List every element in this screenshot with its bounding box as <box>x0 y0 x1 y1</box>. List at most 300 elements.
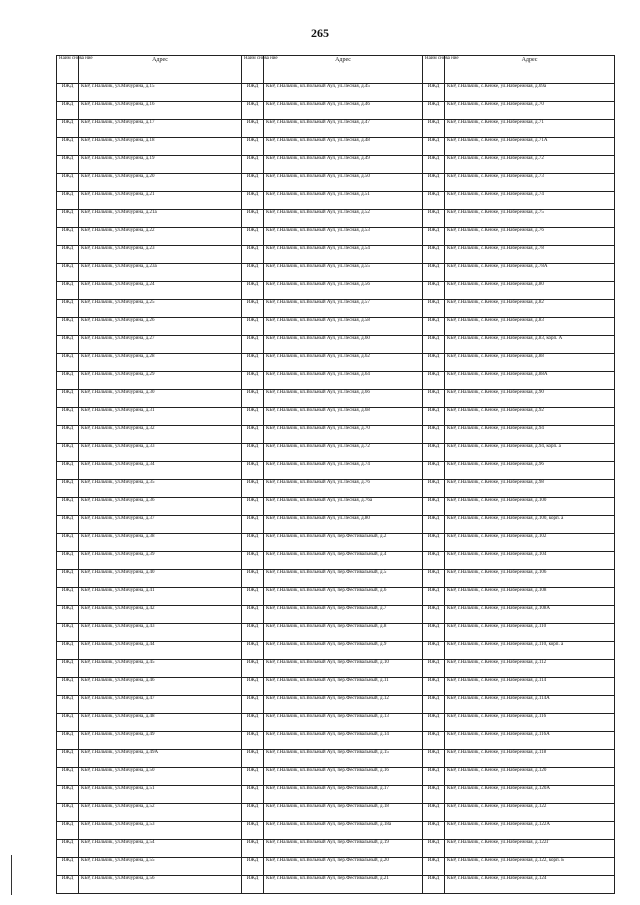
address-cell: КБР, г.Нальчик, ул.Мичурина, д.21а <box>79 210 242 228</box>
type-cell: ИЖД <box>423 102 445 120</box>
address-register-table <box>56 55 615 894</box>
address-cell: КБР, г.Нальчик, ул.Мичурина, д.22 <box>79 228 242 246</box>
type-cell: ИЖД <box>242 750 264 768</box>
type-cell: ИЖД <box>242 678 264 696</box>
table-row <box>57 534 615 552</box>
address-cell: КБР, г.Нальчик, с.Кенже, ул.Набережная, д.108 <box>445 588 615 606</box>
address-cell: КБР, г.Нальчик, с.Кенже, ул.Набережная, д.88А <box>445 372 615 390</box>
type-cell: ИЖД <box>242 300 264 318</box>
table-row <box>57 426 615 444</box>
address-cell: КБР, г.Нальчик, с.Кенже, ул.Набережная, д.120 <box>445 768 615 786</box>
type-cell: ИЖД <box>242 696 264 714</box>
type-cell: ИЖД <box>57 534 79 552</box>
table-row <box>57 642 615 660</box>
address-cell: КБР, г.Нальчик, ул.Мичурина, д.39 <box>79 552 242 570</box>
table-row <box>57 264 615 282</box>
type-cell: ИЖД <box>57 228 79 246</box>
type-cell: ИЖД <box>242 120 264 138</box>
type-cell: ИЖД <box>423 120 445 138</box>
address-cell: КБР, г.Нальчик, кп.Вольный Аул, пер.Фестивальный, д.18а <box>264 822 423 840</box>
table-row <box>57 822 615 840</box>
address-cell: КБР, г.Нальчик, с.Кенже, ул.Набережная, д.94 <box>445 426 615 444</box>
type-cell: ИЖД <box>242 786 264 804</box>
type-cell: ИЖД <box>57 462 79 480</box>
address-cell: КБР, г.Нальчик, ул.Мичурина, д.47 <box>79 696 242 714</box>
address-cell: КБР, г.Нальчик, кп.Вольный Аул, ул.Лесная, д.51 <box>264 192 423 210</box>
table-row <box>57 336 615 354</box>
type-cell: ИЖД <box>57 552 79 570</box>
type-cell: ИЖД <box>57 120 79 138</box>
address-cell: КБР, г.Нальчик, ул.Мичурина, д.44 <box>79 642 242 660</box>
type-cell: ИЖД <box>423 444 445 462</box>
type-cell: ИЖД <box>57 570 79 588</box>
address-cell: КБР, г.Нальчик, с.Кенже, ул.Набережная, д.96 <box>445 462 615 480</box>
address-cell: КБР, г.Нальчик, кп.Вольный Аул, пер.Фестивальный, д.2 <box>264 534 423 552</box>
address-cell: КБР, г.Нальчик, кп.Вольный Аул, пер.Фестивальный, д.9 <box>264 642 423 660</box>
address-cell: КБР, г.Нальчик, кп.Вольный Аул, ул.Лесная, д.72 <box>264 444 423 462</box>
type-cell: ИЖД <box>242 552 264 570</box>
address-cell: КБР, г.Нальчик, кп.Вольный Аул, ул.Лесная, д.76 <box>264 480 423 498</box>
type-cell: ИЖД <box>57 372 79 390</box>
type-cell: ИЖД <box>57 732 79 750</box>
type-cell: ИЖД <box>242 84 264 102</box>
table-row <box>57 192 615 210</box>
table-row <box>57 498 615 516</box>
address-cell: КБР, г.Нальчик, кп.Вольный Аул, ул.Лесная, д.68 <box>264 408 423 426</box>
type-cell: ИЖД <box>57 804 79 822</box>
type-cell: ИЖД <box>423 624 445 642</box>
type-cell: ИЖД <box>242 462 264 480</box>
address-cell: КБР, г.Нальчик, ул.Мичурина, д.32 <box>79 426 242 444</box>
address-cell: КБР, г.Нальчик, ул.Мичурина, д.41 <box>79 588 242 606</box>
type-cell: ИЖД <box>423 678 445 696</box>
address-cell: КБР, г.Нальчик, с.Кенже, ул.Набережная, д.78 <box>445 246 615 264</box>
type-cell: ИЖД <box>423 264 445 282</box>
type-cell: ИЖД <box>423 192 445 210</box>
type-cell: ИЖД <box>242 444 264 462</box>
table-row <box>57 138 615 156</box>
type-cell: ИЖД <box>423 354 445 372</box>
type-cell: ИЖД <box>242 228 264 246</box>
address-cell: КБР, г.Нальчик, кп.Вольный Аул, пер.Фестивальный, д.21 <box>264 876 423 894</box>
address-cell: КБР, г.Нальчик, ул.Мичурина, д.51 <box>79 786 242 804</box>
table-header-row <box>57 56 615 84</box>
address-cell: КБР, г.Нальчик, ул.Мичурина, д.49 <box>79 732 242 750</box>
address-cell: КБР, г.Нальчик, с.Кенже, ул.Набережная, д.83, корп. А <box>445 336 615 354</box>
type-cell: ИЖД <box>242 534 264 552</box>
type-cell: ИЖД <box>423 786 445 804</box>
type-cell: ИЖД <box>242 264 264 282</box>
type-cell: ИЖД <box>57 714 79 732</box>
address-cell: КБР, г.Нальчик, с.Кенже, ул.Набережная, д.70 <box>445 102 615 120</box>
type-cell: ИЖД <box>423 210 445 228</box>
address-cell: КБР, г.Нальчик, с.Кенже, ул.Набережная, д.114 <box>445 678 615 696</box>
type-cell: ИЖД <box>242 624 264 642</box>
type-cell: ИЖД <box>57 444 79 462</box>
type-cell: ИЖД <box>57 192 79 210</box>
address-cell: КБР, г.Нальчик, ул.Мичурина, д.42 <box>79 606 242 624</box>
address-cell: КБР, г.Нальчик, с.Кенже, ул.Набережная, д.69а <box>445 84 615 102</box>
address-cell: КБР, г.Нальчик, с.Кенже, ул.Набережная, д.110 <box>445 624 615 642</box>
table-row <box>57 372 615 390</box>
address-cell: КБР, г.Нальчик, с.Кенже, ул.Набережная, д.74 <box>445 192 615 210</box>
address-cell: КБР, г.Нальчик, с.Кенже, ул.Набережная, д.88 <box>445 354 615 372</box>
type-cell: ИЖД <box>423 552 445 570</box>
address-cell: КБР, г.Нальчик, с.Кенже, ул.Набережная, д.71 <box>445 120 615 138</box>
address-cell: КБР, г.Нальчик, кп.Вольный Аул, пер.Фестивальный, д.17 <box>264 786 423 804</box>
type-cell: ИЖД <box>423 336 445 354</box>
type-cell: ИЖД <box>423 534 445 552</box>
address-cell: КБР, г.Нальчик, кп.Вольный Аул, ул.Лесная, д.50 <box>264 174 423 192</box>
type-cell: ИЖД <box>57 768 79 786</box>
address-cell: КБР, г.Нальчик, ул.Мичурина, д.38 <box>79 534 242 552</box>
address-cell: КБР, г.Нальчик, кп.Вольный Аул, ул.Лесная, д.54 <box>264 246 423 264</box>
table-row <box>57 282 615 300</box>
type-cell: ИЖД <box>57 138 79 156</box>
address-cell: КБР, г.Нальчик, ул.Мичурина, д.24 <box>79 282 242 300</box>
type-cell: ИЖД <box>423 246 445 264</box>
type-cell: ИЖД <box>242 102 264 120</box>
type-cell: ИЖД <box>242 498 264 516</box>
table-row <box>57 678 615 696</box>
address-cell: КБР, г.Нальчик, кп.Вольный Аул, ул.Лесная, д.64 <box>264 372 423 390</box>
address-cell: КБР, г.Нальчик, с.Кенже, ул.Набережная, д.72 <box>445 156 615 174</box>
type-cell: ИЖД <box>57 660 79 678</box>
address-cell: КБР, г.Нальчик, с.Кенже, ул.Набережная, д.124 <box>445 876 615 894</box>
type-cell: ИЖД <box>423 588 445 606</box>
type-cell: ИЖД <box>242 822 264 840</box>
address-cell: КБР, г.Нальчик, ул.Мичурина, д.55 <box>79 858 242 876</box>
address-cell: КБР, г.Нальчик, кп.Вольный Аул, ул.Лесная, д.76а <box>264 498 423 516</box>
address-cell: КБР, г.Нальчик, с.Кенже, ул.Набережная, д.122Г <box>445 840 615 858</box>
type-cell: ИЖД <box>242 174 264 192</box>
table-row <box>57 318 615 336</box>
type-cell: ИЖД <box>423 876 445 894</box>
address-cell: КБР, г.Нальчик, ул.Мичурина, д.36 <box>79 498 242 516</box>
address-cell: КБР, г.Нальчик, кп.Вольный Аул, ул.Лесная, д.66 <box>264 390 423 408</box>
type-cell: ИЖД <box>242 336 264 354</box>
type-cell: ИЖД <box>423 426 445 444</box>
address-cell: КБР, г.Нальчик, ул.Мичурина, д.46 <box>79 678 242 696</box>
type-cell: ИЖД <box>423 804 445 822</box>
address-cell: КБР, г.Нальчик, ул.Мичурина, д.19 <box>79 156 242 174</box>
address-cell: КБР, г.Нальчик, кп.Вольный Аул, ул.Лесная, д.58 <box>264 318 423 336</box>
address-cell: КБР, г.Нальчик, ул.Мичурина, д.15 <box>79 84 242 102</box>
address-cell: КБР, г.Нальчик, с.Кенже, ул.Набережная, д.71А <box>445 138 615 156</box>
type-cell: ИЖД <box>57 282 79 300</box>
address-cell: КБР, г.Нальчик, кп.Вольный Аул, пер.Фестивальный, д.14 <box>264 732 423 750</box>
type-cell: ИЖД <box>242 138 264 156</box>
type-cell: ИЖД <box>242 516 264 534</box>
address-cell: КБР, г.Нальчик, с.Кенже, ул.Набережная, д.116А <box>445 732 615 750</box>
type-cell: ИЖД <box>57 678 79 696</box>
type-cell: ИЖД <box>423 750 445 768</box>
address-cell: КБР, г.Нальчик, с.Кенже, ул.Набережная, д.98 <box>445 480 615 498</box>
type-cell: ИЖД <box>242 282 264 300</box>
type-cell: ИЖД <box>423 300 445 318</box>
table-row <box>57 552 615 570</box>
type-cell: ИЖД <box>57 750 79 768</box>
type-cell: ИЖД <box>423 606 445 624</box>
table-row <box>57 210 615 228</box>
address-cell: КБР, г.Нальчик, с.Кенже, ул.Набережная, д.83 <box>445 318 615 336</box>
table-row <box>57 714 615 732</box>
address-cell: КБР, г.Нальчик, ул.Мичурина, д.21 <box>79 192 242 210</box>
type-cell: ИЖД <box>57 516 79 534</box>
type-cell: ИЖД <box>242 840 264 858</box>
type-cell: ИЖД <box>242 318 264 336</box>
address-cell: КБР, г.Нальчик, с.Кенже, ул.Набережная, д.116 <box>445 714 615 732</box>
address-cell: КБР, г.Нальчик, с.Кенже, ул.Набережная, д.120А <box>445 786 615 804</box>
type-cell: ИЖД <box>423 732 445 750</box>
address-cell: КБР, г.Нальчик, кп.Вольный Аул, ул.Лесная, д.60 <box>264 336 423 354</box>
table-row <box>57 624 615 642</box>
table-row <box>57 606 615 624</box>
table-row <box>57 732 615 750</box>
address-cell: КБР, г.Нальчик, с.Кенже, ул.Набережная, д.75 <box>445 210 615 228</box>
address-cell: КБР, г.Нальчик, ул.Мичурина, д.25 <box>79 300 242 318</box>
address-cell: КБР, г.Нальчик, ул.Мичурина, д.45 <box>79 660 242 678</box>
type-cell: ИЖД <box>423 480 445 498</box>
address-cell: КБР, г.Нальчик, ул.Мичурина, д.17 <box>79 120 242 138</box>
type-cell: ИЖД <box>242 480 264 498</box>
type-cell: ИЖД <box>57 264 79 282</box>
type-cell: ИЖД <box>57 480 79 498</box>
type-cell: ИЖД <box>57 786 79 804</box>
table-row <box>57 840 615 858</box>
address-cell: КБР, г.Нальчик, кп.Вольный Аул, ул.Лесная, д.55 <box>264 264 423 282</box>
type-cell: ИЖД <box>423 138 445 156</box>
type-cell: ИЖД <box>57 354 79 372</box>
address-cell: КБР, г.Нальчик, ул.Мичурина, д.26 <box>79 318 242 336</box>
address-cell: КБР, г.Нальчик, ул.Мичурина, д.23а <box>79 264 242 282</box>
type-cell: ИЖД <box>423 408 445 426</box>
type-cell: ИЖД <box>57 858 79 876</box>
address-cell: КБР, г.Нальчик, ул.Мичурина, д.37 <box>79 516 242 534</box>
address-cell: КБР, г.Нальчик, ул.Мичурина, д.16 <box>79 102 242 120</box>
address-cell: КБР, г.Нальчик, кп.Вольный Аул, пер.Фестивальный, д.12 <box>264 696 423 714</box>
type-cell: ИЖД <box>242 390 264 408</box>
type-cell: ИЖД <box>57 498 79 516</box>
type-cell: ИЖД <box>57 102 79 120</box>
type-cell: ИЖД <box>57 426 79 444</box>
type-cell: ИЖД <box>242 606 264 624</box>
type-column-header: Наим снова ние <box>57 56 79 84</box>
table-row <box>57 480 615 498</box>
address-cell: КБР, г.Нальчик, с.Кенже, ул.Набережная, д.100 <box>445 498 615 516</box>
address-cell: КБР, г.Нальчик, с.Кенже, ул.Набережная, д.92 <box>445 408 615 426</box>
type-cell: ИЖД <box>423 858 445 876</box>
address-cell: КБР, г.Нальчик, с.Кенже, ул.Набережная, д.112 <box>445 660 615 678</box>
address-cell: КБР, г.Нальчик, кп.Вольный Аул, пер.Фестивальный, д.4 <box>264 552 423 570</box>
address-column-header: Адрес <box>264 56 423 84</box>
address-cell: КБР, г.Нальчик, с.Кенже, ул.Набережная, д.110, корп. а <box>445 642 615 660</box>
type-cell: ИЖД <box>57 696 79 714</box>
address-cell: КБР, г.Нальчик, кп.Вольный Аул, пер.Фестивальный, д.11 <box>264 678 423 696</box>
type-cell: ИЖД <box>423 228 445 246</box>
table-row <box>57 228 615 246</box>
type-cell: ИЖД <box>242 156 264 174</box>
address-cell: КБР, г.Нальчик, кп.Вольный Аул, пер.Фестивальный, д.8 <box>264 624 423 642</box>
type-cell: ИЖД <box>423 390 445 408</box>
type-cell: ИЖД <box>423 498 445 516</box>
table-row <box>57 786 615 804</box>
table-row <box>57 246 615 264</box>
address-cell: КБР, г.Нальчик, кп.Вольный Аул, ул.Лесная, д.80 <box>264 516 423 534</box>
address-cell: КБР, г.Нальчик, кп.Вольный Аул, пер.Фестивальный, д.10 <box>264 660 423 678</box>
table-row <box>57 570 615 588</box>
page-number: 265 <box>311 26 329 40</box>
address-cell: КБР, г.Нальчик, ул.Мичурина, д.18 <box>79 138 242 156</box>
type-cell: ИЖД <box>423 174 445 192</box>
table-row <box>57 354 615 372</box>
address-cell: КБР, г.Нальчик, ул.Мичурина, д.40 <box>79 570 242 588</box>
type-cell: ИЖД <box>242 858 264 876</box>
table-row <box>57 660 615 678</box>
address-column-header: Адрес <box>445 56 615 84</box>
address-cell: КБР, г.Нальчик, кп.Вольный Аул, пер.Фестивальный, д.16 <box>264 768 423 786</box>
type-cell: ИЖД <box>242 408 264 426</box>
address-cell: КБР, г.Нальчик, с.Кенже, ул.Набережная, д.108А <box>445 606 615 624</box>
address-cell: КБР, г.Нальчик, ул.Мичурина, д.34 <box>79 462 242 480</box>
type-cell: ИЖД <box>57 822 79 840</box>
address-cell: КБР, г.Нальчик, кп.Вольный Аул, пер.Фестивальный, д.15 <box>264 750 423 768</box>
address-cell: КБР, г.Нальчик, с.Кенже, ул.Набережная, д.122 <box>445 804 615 822</box>
address-cell: КБР, г.Нальчик, кп.Вольный Аул, ул.Лесная, д.52 <box>264 210 423 228</box>
address-cell: КБР, г.Нальчик, с.Кенже, ул.Набережная, д.118 <box>445 750 615 768</box>
table-row <box>57 768 615 786</box>
address-cell: КБР, г.Нальчик, с.Кенже, ул.Набережная, д.80 <box>445 282 615 300</box>
address-cell: КБР, г.Нальчик, с.Кенже, ул.Набережная, д.94, корп. а <box>445 444 615 462</box>
type-column-header: Наим снова ние <box>423 56 445 84</box>
table-row <box>57 444 615 462</box>
type-cell: ИЖД <box>57 336 79 354</box>
address-cell: КБР, г.Нальчик, с.Кенже, ул.Набережная, д.76 <box>445 228 615 246</box>
address-cell: КБР, г.Нальчик, кп.Вольный Аул, ул.Лесная, д.48 <box>264 138 423 156</box>
type-cell: ИЖД <box>57 876 79 894</box>
address-cell: КБР, г.Нальчик, с.Кенже, ул.Набережная, д.122, корп. Б <box>445 858 615 876</box>
address-cell: КБР, г.Нальчик, ул.Мичурина, д.23 <box>79 246 242 264</box>
type-cell: ИЖД <box>242 876 264 894</box>
address-cell: КБР, г.Нальчик, с.Кенже, ул.Набережная, д.100, корп. а <box>445 516 615 534</box>
type-column-header: Наим снова ние <box>242 56 264 84</box>
address-cell: КБР, г.Нальчик, с.Кенже, ул.Набережная, д.102 <box>445 534 615 552</box>
type-cell: ИЖД <box>242 210 264 228</box>
address-cell: КБР, г.Нальчик, ул.Мичурина, д.50 <box>79 768 242 786</box>
type-cell: ИЖД <box>423 714 445 732</box>
address-cell: КБР, г.Нальчик, ул.Мичурина, д.20 <box>79 174 242 192</box>
type-cell: ИЖД <box>57 840 79 858</box>
table-row <box>57 300 615 318</box>
type-cell: ИЖД <box>423 840 445 858</box>
type-cell: ИЖД <box>242 372 264 390</box>
type-cell: ИЖД <box>57 156 79 174</box>
table-row <box>57 174 615 192</box>
type-cell: ИЖД <box>57 642 79 660</box>
type-cell: ИЖД <box>242 642 264 660</box>
type-cell: ИЖД <box>57 246 79 264</box>
type-cell: ИЖД <box>423 318 445 336</box>
table-row <box>57 804 615 822</box>
type-cell: ИЖД <box>423 372 445 390</box>
type-cell: ИЖД <box>423 570 445 588</box>
address-cell: КБР, г.Нальчик, с.Кенже, ул.Набережная, д.82 <box>445 300 615 318</box>
address-cell: КБР, г.Нальчик, ул.Мичурина, д.48 <box>79 714 242 732</box>
table-row <box>57 408 615 426</box>
address-cell: КБР, г.Нальчик, с.Кенже, ул.Набережная, д.73 <box>445 174 615 192</box>
type-cell: ИЖД <box>423 156 445 174</box>
type-cell: ИЖД <box>242 192 264 210</box>
address-cell: КБР, г.Нальчик, кп.Вольный Аул, пер.Фестивальный, д.20 <box>264 858 423 876</box>
address-cell: КБР, г.Нальчик, ул.Мичурина, д.29 <box>79 372 242 390</box>
address-cell: КБР, г.Нальчик, кп.Вольный Аул, ул.Лесная, д.47 <box>264 120 423 138</box>
type-cell: ИЖД <box>423 282 445 300</box>
type-cell: ИЖД <box>57 624 79 642</box>
address-cell: КБР, г.Нальчик, с.Кенже, ул.Набережная, д.78А <box>445 264 615 282</box>
address-cell: КБР, г.Нальчик, кп.Вольный Аул, ул.Лесная, д.45 <box>264 84 423 102</box>
type-cell: ИЖД <box>423 696 445 714</box>
table-row <box>57 858 615 876</box>
type-cell: ИЖД <box>242 804 264 822</box>
address-cell: КБР, г.Нальчик, ул.Мичурина, д.30 <box>79 390 242 408</box>
address-cell: КБР, г.Нальчик, кп.Вольный Аул, пер.Фестивальный, д.13 <box>264 714 423 732</box>
address-cell: КБР, г.Нальчик, кп.Вольный Аул, пер.Фестивальный, д.6 <box>264 588 423 606</box>
type-cell: ИЖД <box>242 588 264 606</box>
address-column-header: Адрес <box>79 56 242 84</box>
table-row <box>57 876 615 894</box>
type-cell: ИЖД <box>242 714 264 732</box>
address-cell: КБР, г.Нальчик, с.Кенже, ул.Набережная, д.104 <box>445 552 615 570</box>
type-cell: ИЖД <box>57 210 79 228</box>
type-cell: ИЖД <box>242 732 264 750</box>
address-cell: КБР, г.Нальчик, ул.Мичурина, д.35 <box>79 480 242 498</box>
address-cell: КБР, г.Нальчик, с.Кенже, ул.Набережная, д.106 <box>445 570 615 588</box>
type-cell: ИЖД <box>423 516 445 534</box>
type-cell: ИЖД <box>242 660 264 678</box>
type-cell: ИЖД <box>57 606 79 624</box>
type-cell: ИЖД <box>57 390 79 408</box>
address-cell: КБР, г.Нальчик, кп.Вольный Аул, пер.Фестивальный, д.18 <box>264 804 423 822</box>
type-cell: ИЖД <box>57 300 79 318</box>
type-cell: ИЖД <box>57 174 79 192</box>
type-cell: ИЖД <box>242 246 264 264</box>
address-cell: КБР, г.Нальчик, кп.Вольный Аул, ул.Лесная, д.57 <box>264 300 423 318</box>
table-row <box>57 102 615 120</box>
address-cell: КБР, г.Нальчик, ул.Мичурина, д.56 <box>79 876 242 894</box>
address-cell: КБР, г.Нальчик, кп.Вольный Аул, ул.Лесная, д.70 <box>264 426 423 444</box>
address-cell: КБР, г.Нальчик, ул.Мичурина, д.31 <box>79 408 242 426</box>
type-cell: ИЖД <box>57 588 79 606</box>
table-row <box>57 84 615 102</box>
type-cell: ИЖД <box>423 642 445 660</box>
type-cell: ИЖД <box>242 768 264 786</box>
address-cell: КБР, г.Нальчик, ул.Мичурина, д.52 <box>79 804 242 822</box>
margin-mark <box>11 855 12 895</box>
type-cell: ИЖД <box>423 84 445 102</box>
type-cell: ИЖД <box>423 822 445 840</box>
type-cell: ИЖД <box>242 570 264 588</box>
table-row <box>57 462 615 480</box>
type-cell: ИЖД <box>57 84 79 102</box>
table-body <box>57 84 615 894</box>
type-cell: ИЖД <box>423 768 445 786</box>
address-cell: КБР, г.Нальчик, с.Кенже, ул.Набережная, д.90 <box>445 390 615 408</box>
type-cell: ИЖД <box>242 354 264 372</box>
type-cell: ИЖД <box>57 318 79 336</box>
address-cell: КБР, г.Нальчик, кп.Вольный Аул, пер.Фестивальный, д.19 <box>264 840 423 858</box>
address-cell: КБР, г.Нальчик, ул.Мичурина, д.49А <box>79 750 242 768</box>
table-row <box>57 750 615 768</box>
